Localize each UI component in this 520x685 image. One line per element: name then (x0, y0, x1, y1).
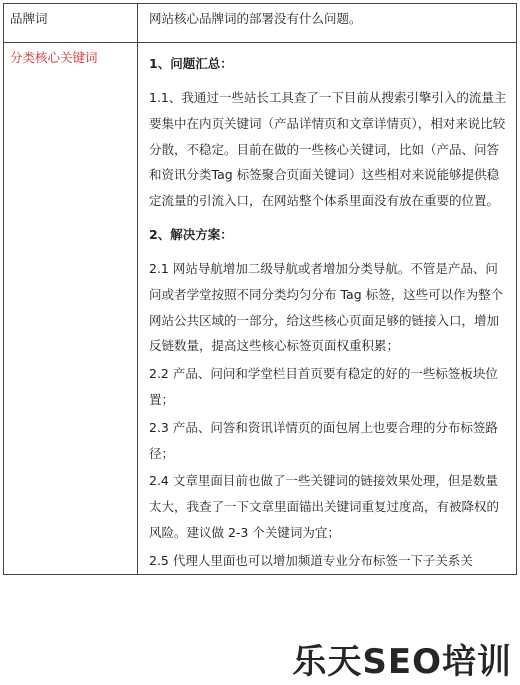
row-label-brand: 品牌词 (4, 4, 138, 43)
row-label-category-keywords: 分类核心关键词 (4, 43, 138, 575)
paragraph-1-1: 1.1、我通过一些站长工具查了一下目前从搜索引擎引入的流量主要集中在内页关键词（产品详情页和文章详情页），相对来说比较分散，不稳定。目前在做的一些核心关键词，比如（产品、问答和资讯分类Tag 标签聚合页面关键词）这些相对来说能够提供稳定流量的引流入口，在网站整个体系里面没有放在重要的位置。 (149, 90, 507, 209)
table-row (4, 4, 517, 43)
section-title-solutions: 2、解决方案： (149, 226, 233, 242)
content-table (3, 3, 517, 575)
row-content-category-keywords (138, 43, 517, 575)
paragraph-2-4: 2.4 文章里面目前也做了一些关键词的链接效果处理，但是数量太大，我查了一下文章里面锚出关键词重复过度高，有被降权的风险。建议做 2-3 个关键词为宜； (149, 473, 500, 540)
row-content-brand: 网站核心品牌词的部署没有什么问题。 (138, 4, 517, 43)
paragraph-2-3: 2.3 产品、问答和资讯详情页的面包屑上也要合理的分布标签路径； (149, 419, 498, 461)
section-title-problems: 1、问题汇总： (149, 56, 233, 71)
table-row (4, 43, 517, 575)
paragraph-2-1: 2.1 网站导航增加二级导航或者增加分类导航。不管是产品、问问或者学堂按照不同分类均匀分布 Tag 标签，这些可以作为整个网站公共区域的一部分，给这些核心页面足够的链接入口，增加反链数量，提高这些核心标签页面权重积累； (149, 260, 504, 354)
paragraph-2-2: 2.2 产品、问问和学堂栏目首页要有稳定的好的一些标签板块位置； (149, 366, 498, 407)
paragraph-2-5: 2.5 代理人里面也可以增加频道专业分布标签一下子关系关 (149, 552, 473, 568)
watermark-logo: 乐天SEO培训 (292, 642, 512, 682)
